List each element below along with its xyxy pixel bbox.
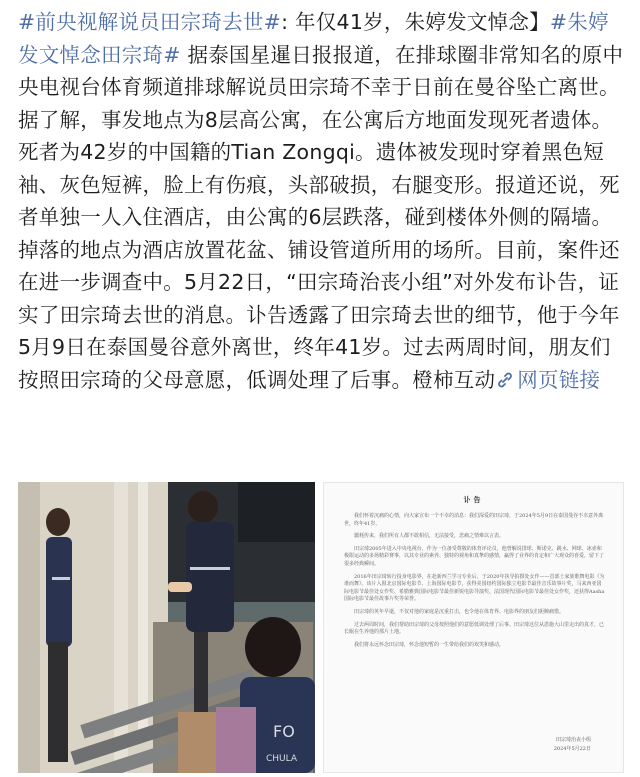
obituary-title: 讣告 bbox=[463, 495, 484, 504]
scene-photo-illustration bbox=[18, 482, 315, 773]
obituary-paragraph: 我们将永远怀念田宗琦，怀念他短暂的一生带给我们的欢笑和感动。 bbox=[354, 641, 505, 648]
obituary-paragraph: 过去两周时间，我们帮助田宗琦的父母按照他们的意愿低调处理了后事。田宗琦这位从恩施大山里走出的真才，已长眠在生养他的那片土地。 bbox=[344, 621, 605, 636]
obituary-paragraph: 2016年田宗琦转行投身电影界，在赴新西兰学习专业后，于2020年执导拍摄处女作——首部土家族歌舞电影《为谁而舞》。该片入围北京国际电影节、上海国际电影节，获得美国纽约国际独立电影节最佳音乐故事片奖，马来西亚国际电影节最佳处女作奖、希腊雅典国际电影节最佳新锐电影导演奖、法国现代国际电影节最佳处女作奖，还获得Aasha国际电影节最佳故事片奖等荣誉。 bbox=[344, 573, 605, 603]
web-link[interactable] bbox=[495, 368, 600, 392]
post-images bbox=[18, 482, 624, 773]
web-link-label: 网页链接 bbox=[517, 367, 601, 392]
scene-photo[interactable] bbox=[18, 482, 315, 773]
vest-text-chula: CHULA bbox=[266, 754, 298, 764]
hashtag-zhu-ting-mourning[interactable]: #朱婷发文悼念田宗琦# bbox=[18, 10, 609, 67]
weibo-post-text bbox=[18, 6, 624, 396]
obituary-body bbox=[344, 513, 606, 654]
hashtag-tian-zongqi-death[interactable]: #前央视解说员田宗琦去世# bbox=[18, 10, 282, 34]
obituary-date: 2024年5月22日 bbox=[553, 746, 591, 752]
obituary-paragraph: 田宗琦2005年进入中央电视台，作为一位备受尊敬的体育评论员，他曾解说排球、斯诺克、跳水、网球、冰壶和极限运动的多场精彩赛事，以其专业的素养、独特的视角和真挚的感情，赢得了业界的肯定和广大观众的喜爱，留下了很多经典瞬间。 bbox=[344, 545, 605, 567]
headline-text: : 年仅41岁，朱婷发文悼念】 bbox=[281, 10, 550, 34]
vest-text-fo: FO bbox=[273, 722, 295, 741]
obituary-paragraph: 田宗琦的英年早逝，不仅对他的家庭是沉重打击，也令他在体育界、电影界的朋友们扼腕痛惜。 bbox=[354, 608, 565, 615]
obituary-signature-block bbox=[554, 736, 591, 754]
obituary-paragraph: 噩耗传来，我们所有人都不敢相信，无法接受，悲痛之情难以言表。 bbox=[354, 533, 505, 540]
post-body-text: 据泰国星暹日报报道，在排球圈非常知名的原中央电视台体育频道排球解说员田宗琦不幸于日前在曼谷坠亡离世。据了解，事发地点为8层高公寓，在公寓后方地面发现死者遗体。死者为42岁的中国籍的Tian Zongqi。遗体被发现时穿着黑色短袖、灰色短裤，脸上有伤痕，头部破损，右腿变形。报道还说，死者单独一人入住酒店，由公寓的6层跌落，碰到楼体外侧的隔墙。掉落的地点为酒店放置花盆、铺设管道所用的场所。目前，案件还在进一步调查中。5月22日，“田宗琦治丧小组”对外发布讣告，证实了田宗琦去世的消息。讣告透露了田宗琦去世的细节，他于今年5月9日在泰国曼谷意外离世，终年41岁。过去两周时间，朋友们按照田宗琦的父母意愿，低调处理了后事。橙柿互动 bbox=[18, 42, 624, 392]
obituary-signature: 田宗琦治丧小组 bbox=[555, 737, 591, 743]
link-icon bbox=[495, 372, 515, 388]
obituary-paragraph: 我们怀着沉痛的心情，向大家宣布一个不幸的消息：我们深爱的田宗琦，于2024年5月9日在泰国曼谷不幸意外离世，终年41岁。 bbox=[344, 513, 604, 527]
obituary-document-image[interactable] bbox=[323, 482, 624, 773]
